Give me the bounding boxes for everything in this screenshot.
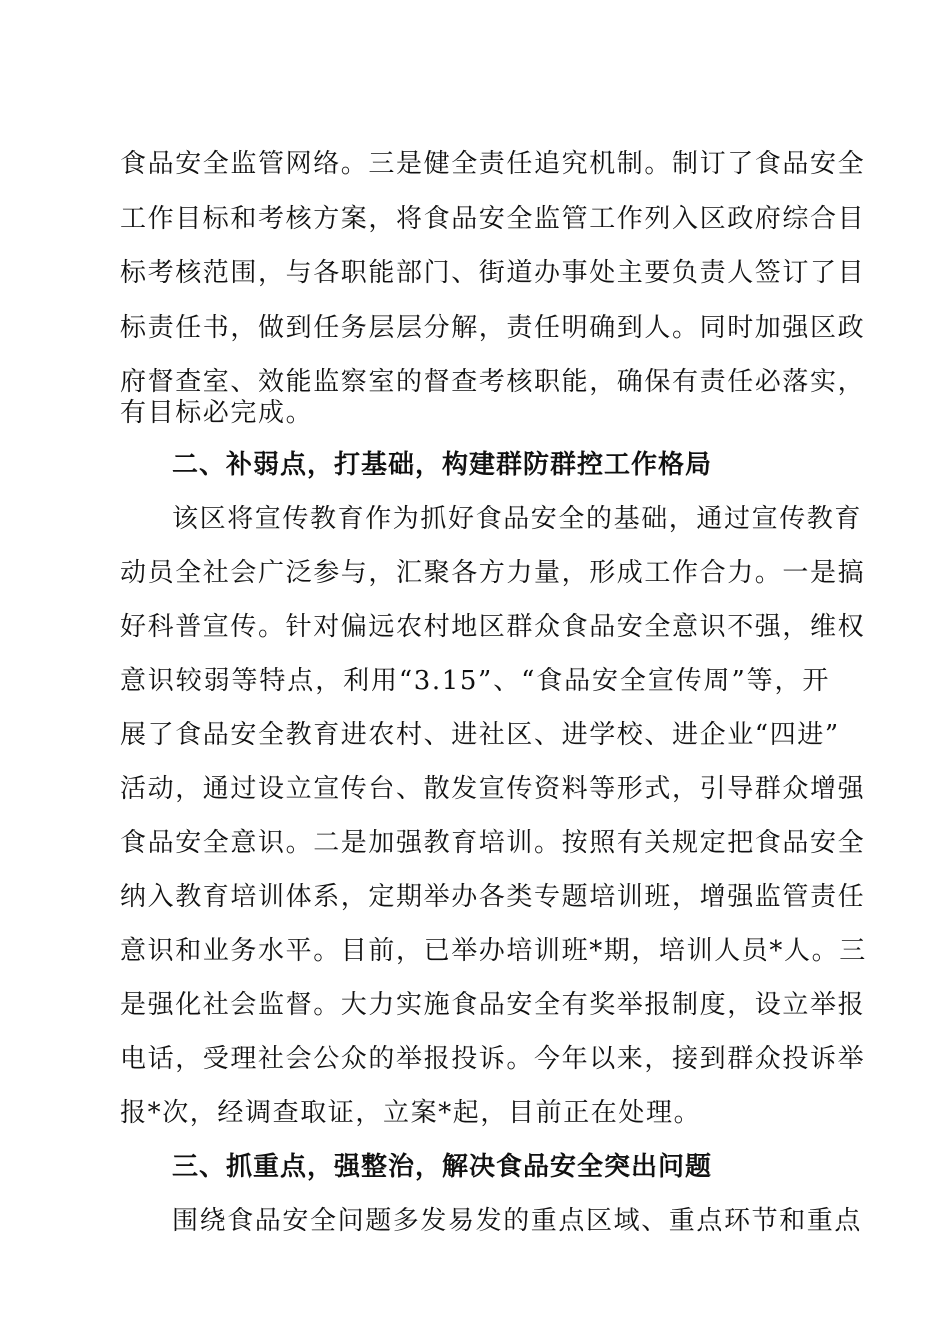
paragraph-line: 纳入教育培训体系，定期举办各类专题培训班，增强监管责任 [120, 882, 866, 912]
section-heading: 二、补弱点，打基础，构建群防群控工作格局 [172, 450, 713, 480]
paragraph-line: 食品安全监管网络。三是健全责任追究机制。制订了食品安全 [120, 149, 866, 179]
paragraph-line: 食品安全意识。二是加强教育培训。按照有关规定把食品安全 [120, 828, 866, 858]
paragraph-line: 标责任书，做到任务层层分解，责任明确到人。同时加强区政 [120, 313, 866, 343]
paragraph-line: 是强化社会监督。大力实施食品安全有奖举报制度，设立举报 [120, 990, 866, 1020]
paragraph-line: 电话，受理社会公众的举报投诉。今年以来，接到群众投诉举 [120, 1044, 866, 1074]
paragraph-line: 工作目标和考核方案，将食品安全监管工作列入区政府综合目 [120, 204, 866, 234]
paragraph-line: 有目标必完成。 [120, 398, 314, 428]
paragraph-line: 围绕食品安全问题多发易发的重点区域、重点环节和重点 [172, 1206, 863, 1236]
paragraph-line: 展了食品安全教育进农村、进社区、进学校、进企业“四进” [120, 720, 840, 750]
paragraph-line: 标考核范围，与各职能部门、街道办事处主要负责人签订了目 [120, 258, 866, 288]
section-heading: 三、抓重点，强整治，解决食品安全突出问题 [172, 1152, 713, 1182]
paragraph-line: 府督查室、效能监察室的督查考核职能，确保有责任必落实， [120, 367, 866, 397]
paragraph-line: 意识较弱等特点，利用“3.15”、“食品安全宣传周”等，开 [120, 666, 830, 696]
paragraph-line: 意识和业务水平。目前，已举办培训班*期，培训人员*人。三 [120, 936, 867, 966]
paragraph-line: 好科普宣传。针对偏远农村地区群众食品安全意识不强，维权 [120, 612, 866, 642]
paragraph-line: 报*次，经调查取证，立案*起，目前正在处理。 [120, 1098, 702, 1128]
paragraph-line: 该区将宣传教育作为抓好食品安全的基础，通过宣传教育 [172, 504, 863, 534]
paragraph-line: 动员全社会广泛参与，汇聚各方力量，形成工作合力。一是搞 [120, 558, 866, 588]
paragraph-line: 活动，通过设立宣传台、散发宣传资料等形式，引导群众增强 [120, 774, 866, 804]
